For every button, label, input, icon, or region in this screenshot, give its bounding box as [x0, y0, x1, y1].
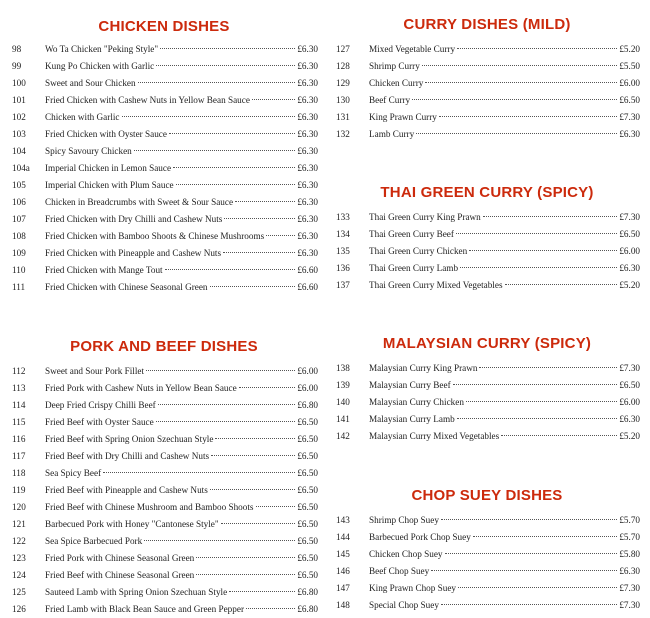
dot-leader — [252, 99, 295, 100]
menu-item — [10, 533, 318, 550]
menu-item — [334, 92, 640, 109]
item-price: £6.30 — [297, 214, 318, 224]
item-number: 137 — [336, 280, 350, 290]
item-price: £6.00 — [619, 246, 640, 256]
dot-leader — [173, 167, 295, 168]
menu-item — [10, 380, 318, 397]
item-number: 133 — [336, 212, 350, 222]
item-name: Fried Chicken with Chinese Seasonal Green — [45, 282, 208, 292]
dot-leader — [144, 540, 295, 541]
item-price: £5.80 — [619, 549, 640, 559]
dot-leader — [416, 133, 617, 134]
item-number: 101 — [12, 95, 26, 105]
item-name: Fried Beef with Oyster Sauce — [45, 417, 154, 427]
item-price: £6.00 — [619, 78, 640, 88]
item-number: 114 — [12, 400, 26, 410]
menu-item — [10, 550, 318, 567]
item-price: £6.30 — [619, 566, 640, 576]
item-price: £6.30 — [297, 146, 318, 156]
item-name: Fried Beef with Dry Chilli and Cashew Nuts — [45, 451, 210, 461]
item-name: Malaysian Curry Chicken — [369, 397, 464, 407]
item-price: £6.30 — [297, 197, 318, 207]
item-number: 107 — [12, 214, 26, 224]
item-name: Fried Beef with Chinese Mushroom and Bamboo Shoots — [45, 502, 254, 512]
item-price: £6.50 — [297, 502, 318, 512]
menu-item — [10, 397, 318, 414]
item-price: £6.30 — [297, 163, 318, 173]
menu-item — [334, 360, 640, 377]
item-name: Thai Green Curry King Prawn — [369, 212, 481, 222]
dot-leader — [160, 48, 295, 49]
menu-item — [334, 260, 640, 277]
item-price: £6.50 — [297, 434, 318, 444]
item-price: £6.00 — [297, 366, 318, 376]
item-price: £5.70 — [619, 532, 640, 542]
item-name: Fried Lamb with Black Bean Sauce and Green Pepper — [45, 604, 244, 614]
item-name: Shrimp Curry — [369, 61, 420, 71]
dot-leader — [425, 82, 617, 83]
menu-section-thai-green-curry-spicy — [334, 182, 640, 294]
item-number: 108 — [12, 231, 26, 241]
item-name: Fried Beef with Pineapple and Cashew Nuts — [45, 485, 208, 495]
item-name: Chicken Curry — [369, 78, 424, 88]
item-number: 136 — [336, 263, 350, 273]
dot-leader — [412, 99, 617, 100]
menu-item — [10, 279, 318, 296]
item-number: 122 — [12, 536, 26, 546]
dot-leader — [122, 116, 296, 117]
item-price: £6.50 — [297, 570, 318, 580]
item-name: King Prawn Curry — [369, 112, 437, 122]
item-price: £6.30 — [297, 78, 318, 88]
menu-item — [10, 109, 318, 126]
item-number: 135 — [336, 246, 350, 256]
menu-item — [10, 211, 318, 228]
menu-item — [334, 411, 640, 428]
menu-item — [10, 584, 318, 601]
item-price: £6.00 — [619, 397, 640, 407]
menu-item — [334, 126, 640, 143]
menu-item — [10, 58, 318, 75]
dot-leader — [223, 252, 295, 253]
menu-item — [334, 428, 640, 445]
dot-leader — [439, 116, 617, 117]
menu-item — [10, 92, 318, 109]
menu-item — [10, 431, 318, 448]
item-name: Fried Beef with Spring Onion Szechuan Style — [45, 434, 214, 444]
dot-leader — [103, 472, 295, 473]
item-number: 146 — [336, 566, 350, 576]
item-price: £6.80 — [297, 587, 318, 597]
menu-item — [10, 499, 318, 516]
item-price: £6.50 — [619, 229, 640, 239]
item-name: Spicy Savoury Chicken — [45, 146, 132, 156]
item-number: 130 — [336, 95, 350, 105]
section-heading: PORK AND BEEF DISHES — [70, 338, 258, 355]
dot-leader — [460, 267, 617, 268]
item-name: Barbecued Pork Chop Suey — [369, 532, 471, 542]
dot-leader — [176, 184, 296, 185]
item-name: Chicken Chop Suey — [369, 549, 443, 559]
menu-item — [334, 394, 640, 411]
section-heading: CHICKEN DISHES — [98, 18, 230, 35]
menu-item — [10, 126, 318, 143]
item-number: 144 — [336, 532, 350, 542]
menu-item — [334, 512, 640, 529]
item-price: £6.30 — [297, 231, 318, 241]
item-price: £6.30 — [619, 414, 640, 424]
item-name: Fried Chicken with Bamboo Shoots & Chinese Mushrooms — [45, 231, 265, 241]
item-name: Fried Chicken with Oyster Sauce — [45, 129, 167, 139]
dot-leader — [138, 82, 296, 83]
dot-leader — [266, 235, 295, 236]
item-number: 125 — [12, 587, 26, 597]
dot-leader — [453, 384, 618, 385]
menu-item — [334, 563, 640, 580]
menu-item — [334, 529, 640, 546]
item-name: Malaysian Curry King Prawn — [369, 363, 478, 373]
section-heading: MALAYSIAN CURRY (SPICY) — [382, 335, 592, 352]
item-number: 121 — [12, 519, 26, 529]
item-price: £7.30 — [619, 600, 640, 610]
section-heading: CHOP SUEY DISHES — [411, 487, 563, 504]
item-price: £6.50 — [297, 451, 318, 461]
item-number: 100 — [12, 78, 26, 88]
item-price: £6.50 — [297, 468, 318, 478]
item-number: 147 — [336, 583, 350, 593]
item-name: Beef Chop Suey — [369, 566, 430, 576]
dot-leader — [431, 570, 617, 571]
menu-section-chop-suey-dishes — [334, 485, 640, 614]
menu-item — [10, 245, 318, 262]
item-name: Fried Chicken with Cashew Nuts in Yellow Bean Sauce — [45, 95, 250, 105]
item-name: Malaysian Curry Lamb — [369, 414, 455, 424]
item-name: Shrimp Chop Suey — [369, 515, 439, 525]
item-number: 126 — [12, 604, 26, 614]
item-name: Chicken with Garlic — [45, 112, 120, 122]
menu-item — [334, 58, 640, 75]
item-number: 140 — [336, 397, 350, 407]
menu-item — [334, 41, 640, 58]
dot-leader — [457, 418, 618, 419]
item-number: 145 — [336, 549, 350, 559]
item-price: £6.60 — [297, 265, 318, 275]
item-price: £6.80 — [297, 604, 318, 614]
dot-leader — [505, 284, 618, 285]
menu-item — [10, 194, 318, 211]
menu-item — [334, 580, 640, 597]
menu-item — [334, 243, 640, 260]
menu-item — [10, 41, 318, 58]
item-number: 115 — [12, 417, 26, 427]
item-number: 103 — [12, 129, 26, 139]
menu-item — [10, 414, 318, 431]
item-number: 119 — [12, 485, 26, 495]
dot-leader — [469, 250, 617, 251]
menu-item — [10, 448, 318, 465]
menu-item — [10, 75, 318, 92]
menu-item — [10, 363, 318, 380]
item-number: 120 — [12, 502, 26, 512]
item-name: Sauteed Lamb with Spring Onion Szechuan Style — [45, 587, 228, 597]
item-price: £6.60 — [297, 282, 318, 292]
item-number: 148 — [336, 600, 350, 610]
item-number: 104a — [12, 163, 30, 173]
dot-leader — [239, 387, 296, 388]
item-number: 109 — [12, 248, 26, 258]
item-number: 131 — [336, 112, 350, 122]
menu-item — [334, 377, 640, 394]
dot-leader — [458, 587, 617, 588]
item-price: £5.20 — [619, 44, 640, 54]
item-name: Imperial Chicken in Lemon Sauce — [45, 163, 172, 173]
item-number: 104 — [12, 146, 26, 156]
item-number: 105 — [12, 180, 26, 190]
menu-section-chicken-dishes — [10, 16, 318, 296]
dot-leader — [211, 455, 295, 456]
item-number: 129 — [336, 78, 350, 88]
menu-item — [334, 597, 640, 614]
item-number: 123 — [12, 553, 26, 563]
item-price: £5.50 — [619, 61, 640, 71]
item-price: £6.50 — [619, 380, 640, 390]
item-price: £6.30 — [297, 112, 318, 122]
item-name: Thai Green Curry Lamb — [369, 263, 459, 273]
dot-leader — [156, 421, 296, 422]
item-price: £6.80 — [297, 400, 318, 410]
item-name: Fried Beef with Chinese Seasonal Green — [45, 570, 195, 580]
dot-leader — [456, 233, 617, 234]
item-number: 98 — [12, 44, 22, 54]
item-number: 124 — [12, 570, 26, 580]
menu-item — [334, 277, 640, 294]
menu-item — [10, 567, 318, 584]
menu-item — [10, 177, 318, 194]
menu-item — [10, 516, 318, 533]
item-number: 99 — [12, 61, 22, 71]
item-name: Thai Green Curry Chicken — [369, 246, 468, 256]
item-price: £6.50 — [297, 519, 318, 529]
dot-leader — [221, 523, 296, 524]
item-name: Fried Chicken with Dry Chilli and Cashew Nuts — [45, 214, 223, 224]
item-number: 118 — [12, 468, 26, 478]
item-number: 117 — [12, 451, 26, 461]
item-number: 139 — [336, 380, 350, 390]
dot-leader — [229, 591, 295, 592]
item-number: 141 — [336, 414, 350, 424]
menu-item — [10, 601, 318, 618]
menu-item — [10, 143, 318, 160]
menu-item — [334, 226, 640, 243]
dot-leader — [156, 65, 295, 66]
menu-item — [334, 209, 640, 226]
dot-leader — [422, 65, 618, 66]
dot-leader — [210, 489, 296, 490]
item-price: £6.50 — [619, 95, 640, 105]
item-name: Barbecued Pork with Honey "Cantonese Style" — [45, 519, 219, 529]
item-price: £6.50 — [297, 553, 318, 563]
dot-leader — [501, 435, 617, 436]
menu-section-malaysian-curry-spicy — [334, 333, 640, 445]
dot-leader — [215, 438, 295, 439]
menu-item — [334, 109, 640, 126]
item-name: Lamb Curry — [369, 129, 415, 139]
menu-section-pork-and-beef-dishes — [10, 336, 318, 618]
item-price: £6.30 — [297, 61, 318, 71]
dot-leader — [235, 201, 295, 202]
menu-item — [10, 228, 318, 245]
dot-leader — [210, 286, 296, 287]
item-name: Beef Curry — [369, 95, 411, 105]
item-name: Sweet and Sour Chicken — [45, 78, 136, 88]
item-number: 128 — [336, 61, 350, 71]
item-name: Deep Fried Crispy Chilli Beef — [45, 400, 156, 410]
dot-leader — [445, 553, 618, 554]
item-number: 127 — [336, 44, 350, 54]
menu-item — [334, 546, 640, 563]
item-number: 110 — [12, 265, 26, 275]
dot-leader — [196, 574, 295, 575]
item-price: £5.70 — [619, 515, 640, 525]
item-price: £6.50 — [297, 536, 318, 546]
dot-leader — [473, 536, 618, 537]
item-price: £7.30 — [619, 212, 640, 222]
item-name: Sea Spicy Beef — [45, 468, 102, 478]
item-number: 142 — [336, 431, 350, 441]
item-number: 116 — [12, 434, 26, 444]
item-price: £6.30 — [619, 263, 640, 273]
dot-leader — [165, 269, 296, 270]
item-price: £6.50 — [297, 417, 318, 427]
item-name: Fried Chicken with Pineapple and Cashew Nuts — [45, 248, 222, 258]
dot-leader — [441, 604, 617, 605]
item-price: £6.30 — [297, 248, 318, 258]
item-name: Mixed Vegetable Curry — [369, 44, 456, 54]
item-price: £5.20 — [619, 431, 640, 441]
dot-leader — [169, 133, 295, 134]
item-number: 113 — [12, 383, 26, 393]
item-price: £5.20 — [619, 280, 640, 290]
item-name: Thai Green Curry Beef — [369, 229, 454, 239]
item-name: Fried Pork with Chinese Seasonal Green — [45, 553, 195, 563]
section-heading: THAI GREEN CURRY (SPICY) — [380, 184, 594, 201]
item-number: 138 — [336, 363, 350, 373]
item-number: 111 — [12, 282, 26, 292]
dot-leader — [196, 557, 295, 558]
item-name: Sweet and Sour Pork Fillet — [45, 366, 145, 376]
menu-item — [334, 75, 640, 92]
item-number: 132 — [336, 129, 350, 139]
menu-item — [10, 262, 318, 279]
item-price: £6.00 — [297, 383, 318, 393]
item-name: Kung Po Chicken with Garlic — [45, 61, 155, 71]
item-number: 112 — [12, 366, 26, 376]
item-price: £7.30 — [619, 363, 640, 373]
item-name: Imperial Chicken with Plum Sauce — [45, 180, 174, 190]
item-name: Malaysian Curry Mixed Vegetables — [369, 431, 500, 441]
item-price: £6.50 — [297, 485, 318, 495]
item-price: £7.30 — [619, 583, 640, 593]
item-name: Wo Ta Chicken "Peking Style" — [45, 44, 159, 54]
dot-leader — [479, 367, 617, 368]
dot-leader — [466, 401, 617, 402]
item-number: 106 — [12, 197, 26, 207]
menu-item — [10, 160, 318, 177]
dot-leader — [441, 519, 617, 520]
dot-leader — [246, 608, 295, 609]
item-name: King Prawn Chop Suey — [369, 583, 457, 593]
item-name: Malaysian Curry Beef — [369, 380, 451, 390]
dot-leader — [134, 150, 296, 151]
item-name: Sea Spice Barbecued Pork — [45, 536, 143, 546]
dot-leader — [256, 506, 296, 507]
item-price: £6.30 — [297, 44, 318, 54]
dot-leader — [158, 404, 296, 405]
item-number: 134 — [336, 229, 350, 239]
section-heading: CURRY DISHES (MILD) — [403, 16, 571, 33]
item-name: Fried Pork with Cashew Nuts in Yellow Bean Sauce — [45, 383, 237, 393]
dot-leader — [457, 48, 617, 49]
item-name: Chicken in Breadcrumbs with Sweet & Sour Sauce — [45, 197, 234, 207]
item-price: £6.30 — [297, 180, 318, 190]
item-price: £6.30 — [297, 129, 318, 139]
dot-leader — [224, 218, 295, 219]
item-name: Special Chop Suey — [369, 600, 439, 610]
dot-leader — [483, 216, 618, 217]
item-price: £7.30 — [619, 112, 640, 122]
item-price: £6.30 — [297, 95, 318, 105]
item-number: 102 — [12, 112, 26, 122]
item-name: Thai Green Curry Mixed Vegetables — [369, 280, 503, 290]
item-price: £6.30 — [619, 129, 640, 139]
item-number: 143 — [336, 515, 350, 525]
menu-section-curry-dishes-mild — [334, 14, 640, 143]
menu-item — [10, 465, 318, 482]
item-name: Fried Chicken with Mange Tout — [45, 265, 163, 275]
dot-leader — [146, 370, 295, 371]
menu-item — [10, 482, 318, 499]
